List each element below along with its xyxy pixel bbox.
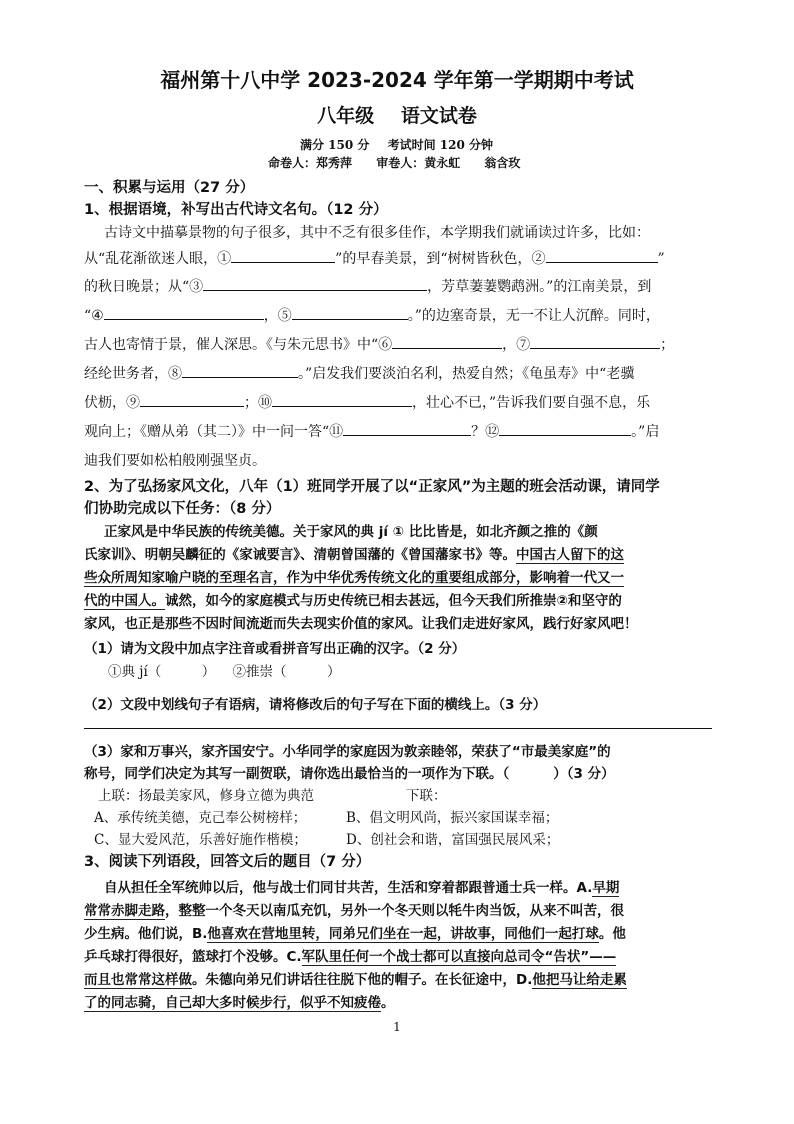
upper-couplet: 上联：扬最美家风，修身立德为典范 [98, 788, 314, 804]
exam-title: 福州第十八中学 2023-2024 学年第一学期期中考试 [160, 68, 634, 92]
page-number: 1 [393, 1020, 401, 1034]
q1-line-8: 观向上；《赠从弟（其二）》中一问一答“⑪ ？⑫ 。”启 [84, 421, 659, 441]
answer-line[interactable] [84, 728, 712, 729]
q1-line-9: 迪我们要如松柏般刚强坚贞。 [84, 453, 266, 469]
q2-para-line-2: 氏家训》、明朝吴麟征的《家诫要言》、清朝曾国藩的《曾国藩家书》等。中国古人留下的这 [84, 547, 624, 563]
grade-label: 八年级 [317, 105, 375, 127]
q1-line-4: “④ ，⑤ 。”的边塞奇景，无一不让人沉醉。同时， [84, 305, 660, 325]
options-row-1 [94, 806, 558, 826]
q1-line-6: 经纶世务者，⑧ 。”启发我们要淡泊名利，热爱自然；《龟虽寿》中“老骥 [84, 363, 634, 383]
couplet-line [98, 784, 447, 804]
q1-line-7: 伏枥，⑨ ；⑩ ，壮心不已，”告诉我们要自强不息，乐 [84, 392, 650, 412]
reviewer: 审卷人：黄永虹 [376, 156, 461, 170]
options-row-2 [94, 828, 559, 848]
answer-blank-3[interactable] [203, 276, 427, 291]
question-3-heading: 3、阅读下列语段，回答文后的题目（7 分） [84, 854, 371, 870]
answer-blank-12[interactable] [499, 421, 631, 436]
answer-blank-10[interactable] [272, 392, 412, 407]
answer-blank-4[interactable] [104, 305, 264, 320]
q1-line-3: 的秋日晚景；从“③ ，芳草萋萋鹦鹉洲。”的江南美景，到 [84, 276, 651, 296]
answer-blank-2[interactable] [546, 248, 658, 263]
q3-para-line-1: 自从担任全军统帅以后，他与战士们同甘共苦，生活和穿着都跟普通士兵一样。A.早期 [104, 880, 620, 896]
underlined-sentence: 中国古人留下的这 [516, 547, 624, 563]
answer-blank-8[interactable] [182, 363, 298, 378]
answer-pinyin-2[interactable]: ②推崇（ ） [232, 664, 341, 680]
answer-blank-9[interactable] [140, 392, 244, 407]
answer-blank-6[interactable] [392, 334, 502, 349]
full-score: 满分 150 分 [300, 138, 370, 152]
q2-para-line-4: 代的中国人。诚然，如今的家庭模式与历史传统已相去甚远，但今天我们所推崇②和坚守的 [84, 593, 622, 609]
q2-para-line-5: 家风，也正是那些不因时间流逝而失去现实价值的家风。让我们走进好家风，践行好家风吧！ [84, 616, 638, 632]
q2-sub-1: （1）请为文段中加点字注音或看拼音写出正确的汉字。（2 分） [84, 641, 466, 657]
question-2-heading-1: 2、为了弘扬家风文化，八年（1）班同学开展了以“正家风”为主题的班会活动课，请同学 [84, 479, 660, 495]
q2-para-line-1: 正家风是中华民族的传统美德。关于家风的典 jí ① 比比皆是，如北齐颜之推的《颜 [104, 524, 598, 540]
reviewer-2: 翁含玫 [484, 156, 521, 170]
option-c[interactable]: C、显大爱风范，乐善好施作楷模； [94, 832, 307, 848]
option-a[interactable]: A、承传统美德，克己奉公树榜样； [94, 810, 307, 826]
q3-para-line-2: 常常赤脚走路，整整一个冬天以南瓜充饥，另外一个冬天则以牦牛肉当饭，从来不叫苦，很 [84, 903, 624, 919]
option-d[interactable]: D、创社会和谐，富国强民展风采； [346, 832, 560, 848]
question-2-heading-2: 们协助完成以下任务：（8 分） [84, 501, 281, 517]
exam-meta-authors [268, 154, 540, 171]
q2-sub-3-line-1: （3）家和万事兴，家齐国安宁。小华同学的家庭因为敦亲睦邻，荣获了“市最美家庭”的 [84, 744, 611, 760]
exam-time: 考试时间 120 分钟 [387, 138, 493, 152]
exam-subtitle [0, 101, 794, 128]
q2-sub-2: （2）文段中划线句子有语病，请将修改后的句子写在下面的横线上。（3 分） [84, 697, 547, 713]
author: 命卷人：郑秀萍 [268, 156, 353, 170]
answer-blank-1[interactable] [231, 248, 335, 263]
q2-sub-1-answers [108, 660, 340, 680]
q2-para-line-3: 些众所周知家喻户晓的至理名言，作为中华优秀传统文化的重要组成部分，影响着一代又一 [84, 570, 624, 586]
q3-para-line-6: 了的同志骑，自己却大多时候步行，似乎不知疲倦。 [84, 995, 395, 1011]
answer-pinyin-1[interactable]: ①典 jí（ ） [108, 664, 216, 680]
section-heading: 一、积累与运用（27 分） [84, 180, 255, 196]
subject-label: 语文试卷 [400, 105, 477, 127]
lower-couplet-label: 下联： [406, 788, 447, 804]
exam-meta-score-time [300, 136, 507, 153]
q3-para-line-5: 而且也常常这样做。朱德向弟兄们讲话往往脱下他的帽子。在长征途中，D.他把马让给走累 [84, 972, 627, 988]
q1-line-5: 古人也寄情于景，催人深思。《与朱元思书》中“⑥ ，⑦ ； [84, 334, 674, 354]
option-b[interactable]: B、倡文明风尚，振兴家国谋幸福； [346, 810, 559, 826]
answer-blank-5[interactable] [292, 305, 408, 320]
answer-blank-7[interactable] [530, 334, 660, 349]
q3-para-line-4: 乒乓球打得很好，篮球打个没够。C.军队里任何一个战士都可以直接向总司令“告状”—— [84, 949, 617, 965]
q1-intro: 古诗文中描摹景物的句子很多，其中不乏有很多佳作，本学期我们就诵读过许多，比如： [104, 225, 650, 241]
q2-sub-3-line-2: 称号，同学们决定为其写一副贺联，请你选出最恰当的一项作为下联。（ ）（3 分） [84, 766, 615, 782]
question-1-heading: 1、根据语境，补写出古代诗文名句。（12 分） [84, 202, 388, 218]
answer-blank-11[interactable] [343, 421, 471, 436]
q3-para-line-3: 少生病。他们说，B.他喜欢在营地里转，同弟兄们坐在一起，讲故事，同他们一起打球。他 [84, 926, 626, 942]
q1-line-2: 从“乱花渐欲迷人眼，① ”的早春美景，到“树树皆秋色，② ” [84, 248, 665, 268]
